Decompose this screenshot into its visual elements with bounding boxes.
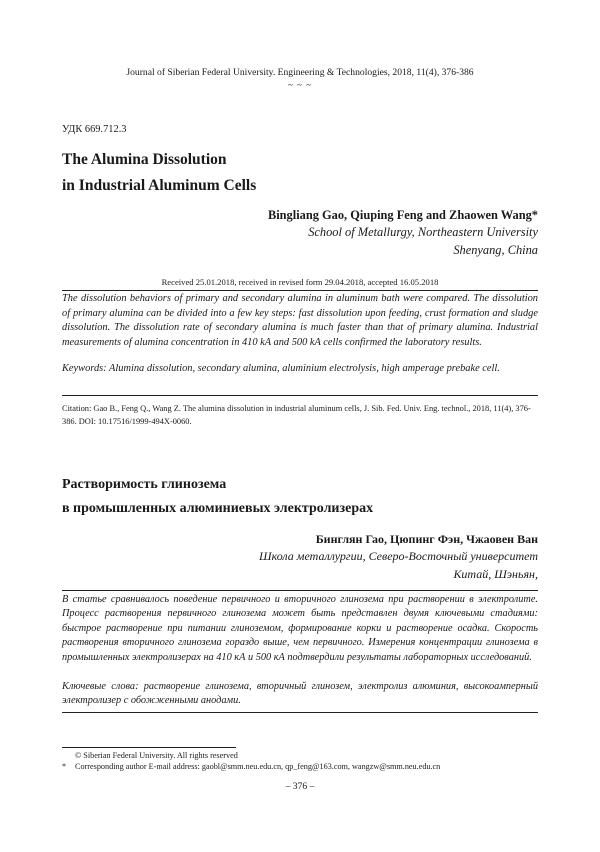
russian-affiliation-line-1: Школа металлургии, Северо-Восточный университет <box>259 549 538 563</box>
english-abstract: The dissolution behaviors of primary and secondary alumina in aluminum bath were compared. The dissolution of primary alumina can be divided into a few key steps: fast dissolution upon feeding, crust formation and sludge dissolution. The dissolution rate of secondary alumina is much faster than that of primary alumina. Industrial measurements of alumina concentration in 410 kA and 500 kA cells confirmed the laboratory results. <box>62 293 538 349</box>
english-affiliation-line-2: Shenyang, China <box>453 243 538 257</box>
udc-code: УДК 669.712.3 <box>62 124 127 135</box>
russian-affiliation-line-2: Китай, Шэньян, <box>453 567 538 581</box>
russian-abstract-top-rule <box>62 590 538 591</box>
header-ornament: ~ ~ ~ <box>287 80 313 90</box>
copyright-note: © Siberian Federal University. All rights reserved <box>75 751 238 760</box>
english-title-line-2: in Industrial Aluminum Cells <box>62 177 257 194</box>
russian-authors: Бинглян Гао, Цюпинг Фэн, Чжаовен Ван <box>315 532 538 546</box>
russian-keywords: Ключевые слова: растворение глинозема, вторичный глинозем, электролиз алюминия, высокоамперный электролизер с обожженными анодами. <box>62 681 538 707</box>
corresponding-mark: * <box>62 762 67 771</box>
abstract-top-rule <box>62 290 538 291</box>
russian-title-line-2: в промышленных алюминиевых электролизерах <box>62 501 374 516</box>
corresponding-author-note: Corresponding author E-mail address: gaobl@smm.neu.edu.cn, qp_feng@163.com, wangzw@smm.neu.edu.cn <box>75 762 441 771</box>
english-title-line-1: The Alumina Dissolution <box>62 151 227 168</box>
english-authors: Bingliang Gao, Qiuping Feng and Zhaowen Wang* <box>267 208 538 222</box>
citation: Citation: Gao B., Feng Q., Wang Z. The alumina dissolution in industrial aluminum cells, J. Sib. Fed. Univ. Eng. technol., 2018, 11(4), 376-386. DOI: 10.17516/1999-494X-0060. <box>62 404 531 426</box>
footnote-rule <box>62 747 236 748</box>
received-dates: Received 25.01.2018, received in revised form 29.04.2018, accepted 16.05.2018 <box>161 277 439 287</box>
journal-header: Journal of Siberian Federal University. Engineering & Technologies, 2018, 11(4), 376-386 <box>126 67 474 78</box>
abstract-bottom-rule <box>62 395 538 396</box>
page-number: – 376 – <box>285 781 315 792</box>
russian-title-line-1: Растворимость глинозема <box>62 477 227 492</box>
russian-abstract: В статье сравнивалось поведение первичного и вторичного глинозема при растворении в электролите. Процесс растворения первичного глинозема может быть представлен двумя ключевыми стадиями: быстрое растворение при питании глиноземом, формирование корки и растворение осадка. Скорость растворения вторичного глинозема гораздо выше, чем первичного. Измерения концентрации глинозема в промышленных электролизерах на 410 кА и 500 кА подтвердили результаты лабораторных исследований. <box>62 594 538 663</box>
russian-abstract-bottom-rule <box>62 712 538 713</box>
english-keywords: Keywords: Alumina dissolution, secondary alumina, aluminium electrolysis, high amperage prebake cell. <box>62 363 500 374</box>
english-affiliation-line-1: School of Metallurgy, Northeastern University <box>308 225 538 239</box>
